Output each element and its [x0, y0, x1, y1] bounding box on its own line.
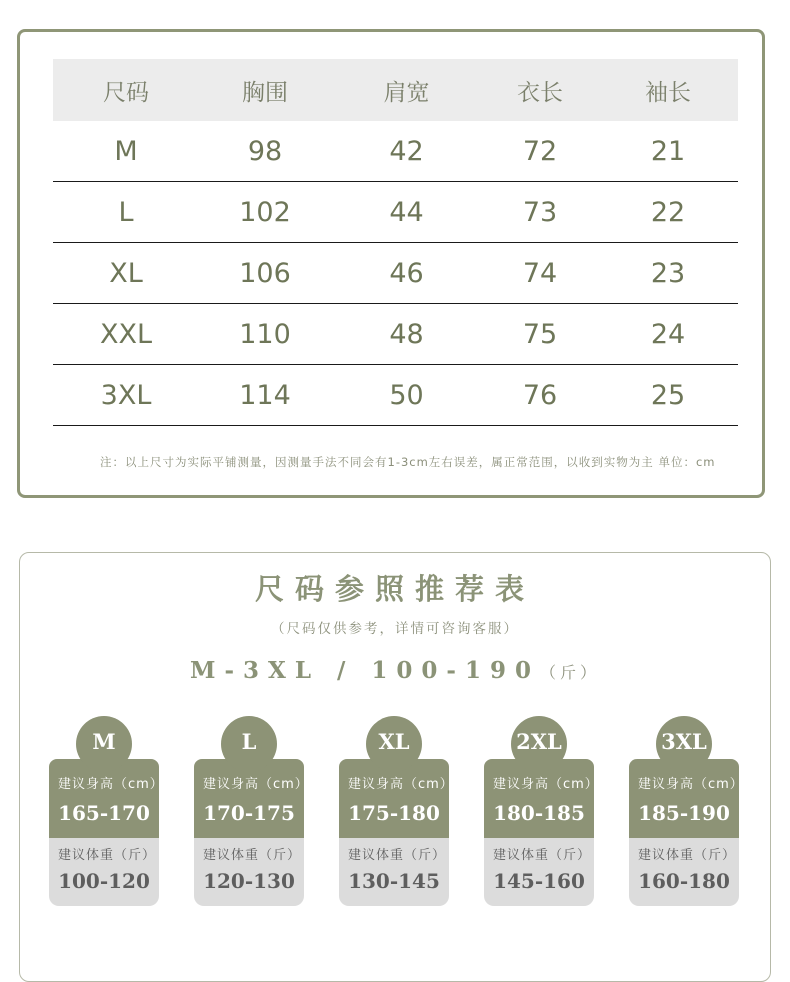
- table-cell: M: [114, 135, 138, 167]
- size-range-text: M-3XL / 100-190: [189, 657, 540, 684]
- table-cell: 42: [389, 135, 424, 167]
- size-range: [20, 657, 770, 684]
- size-badge: L: [221, 716, 277, 772]
- table-cell: L: [118, 196, 134, 228]
- weight-value: 145-160: [493, 869, 585, 893]
- size-card-2xl: [484, 716, 599, 906]
- table-cell: 50: [389, 379, 424, 411]
- weight-block: [629, 838, 739, 906]
- size-table-header: [53, 59, 738, 121]
- size-cards: [49, 716, 749, 906]
- weight-value: 120-130: [203, 869, 295, 893]
- header-sleeve: 袖长: [645, 79, 691, 106]
- table-cell: 24: [650, 318, 686, 350]
- table-cell: 76: [522, 379, 558, 411]
- table-cell: 25: [650, 379, 686, 411]
- weight-label: 建议体重（斤）: [203, 848, 302, 863]
- weight-label: 建议体重（斤）: [58, 848, 157, 863]
- height-value: 185-190: [638, 801, 730, 825]
- height-label: 建议身高（cm）: [638, 777, 744, 792]
- height-label: 建议身高（cm）: [58, 777, 164, 792]
- weight-block: [194, 838, 304, 906]
- height-value: 170-175: [203, 801, 295, 825]
- header-size: 尺码: [103, 79, 149, 106]
- recommend-panel: [19, 552, 771, 982]
- weight-block: [484, 838, 594, 906]
- size-badge: 3XL: [656, 716, 712, 772]
- table-cell: 74: [522, 257, 558, 289]
- size-card-l: [194, 716, 309, 906]
- size-card-xl: [339, 716, 454, 906]
- weight-label: 建议体重（斤）: [348, 848, 447, 863]
- size-badge: M: [76, 716, 132, 772]
- height-label: 建议身高（cm）: [493, 777, 599, 792]
- table-cell: 44: [389, 196, 424, 228]
- table-cell: 114: [239, 379, 291, 411]
- table-cell: 46: [389, 257, 424, 289]
- height-value: 175-180: [348, 801, 440, 825]
- measurement-note: 注：以上尺寸为实际平铺测量，因测量手法不同会有1-3cm左右误差，属正常范围，以收到实物为主 单位：cm: [100, 455, 716, 469]
- table-cell: 21: [650, 135, 686, 167]
- table-cell: 3XL: [100, 379, 152, 411]
- table-cell: 98: [247, 135, 283, 167]
- height-value: 165-170: [58, 801, 150, 825]
- table-cell: 75: [522, 318, 558, 350]
- table-row: [53, 121, 738, 182]
- header-length: 衣长: [517, 79, 563, 106]
- weight-block: [339, 838, 449, 906]
- table-row: [53, 365, 738, 426]
- table-cell: 72: [522, 135, 558, 167]
- table-cell: XL: [109, 257, 143, 289]
- weight-block: [49, 838, 159, 906]
- table-cell: XXL: [99, 318, 153, 350]
- size-card-m: [49, 716, 164, 906]
- height-label: 建议身高（cm）: [348, 777, 454, 792]
- recommend-subtitle: （尺码仅供参考，详情可咨询客服）: [271, 621, 519, 637]
- table-cell: 102: [239, 196, 291, 228]
- table-row: [53, 243, 738, 304]
- size-table: [53, 59, 738, 426]
- size-card-3xl: [629, 716, 744, 906]
- table-cell: 110: [239, 318, 291, 350]
- recommend-title: 尺码参照推荐表: [254, 572, 535, 606]
- weight-label: 建议体重（斤）: [493, 848, 592, 863]
- size-badge: 2XL: [511, 716, 567, 772]
- weight-label: 建议体重（斤）: [638, 848, 737, 863]
- size-badge: XL: [366, 716, 422, 772]
- table-cell: 22: [650, 196, 686, 228]
- table-cell: 48: [389, 318, 424, 350]
- table-cell: 106: [239, 257, 291, 289]
- size-table-panel: [17, 29, 765, 498]
- header-chest: 胸围: [242, 79, 288, 106]
- size-range-unit: （斤）: [540, 663, 601, 682]
- table-row: [53, 182, 738, 243]
- weight-value: 160-180: [638, 869, 730, 893]
- table-cell: 23: [650, 257, 686, 289]
- weight-value: 100-120: [58, 869, 150, 893]
- height-value: 180-185: [493, 801, 585, 825]
- weight-value: 130-145: [348, 869, 440, 893]
- table-cell: 73: [522, 196, 558, 228]
- header-shoulder: 肩宽: [383, 79, 430, 106]
- height-label: 建议身高（cm）: [203, 777, 309, 792]
- table-row: [53, 304, 738, 365]
